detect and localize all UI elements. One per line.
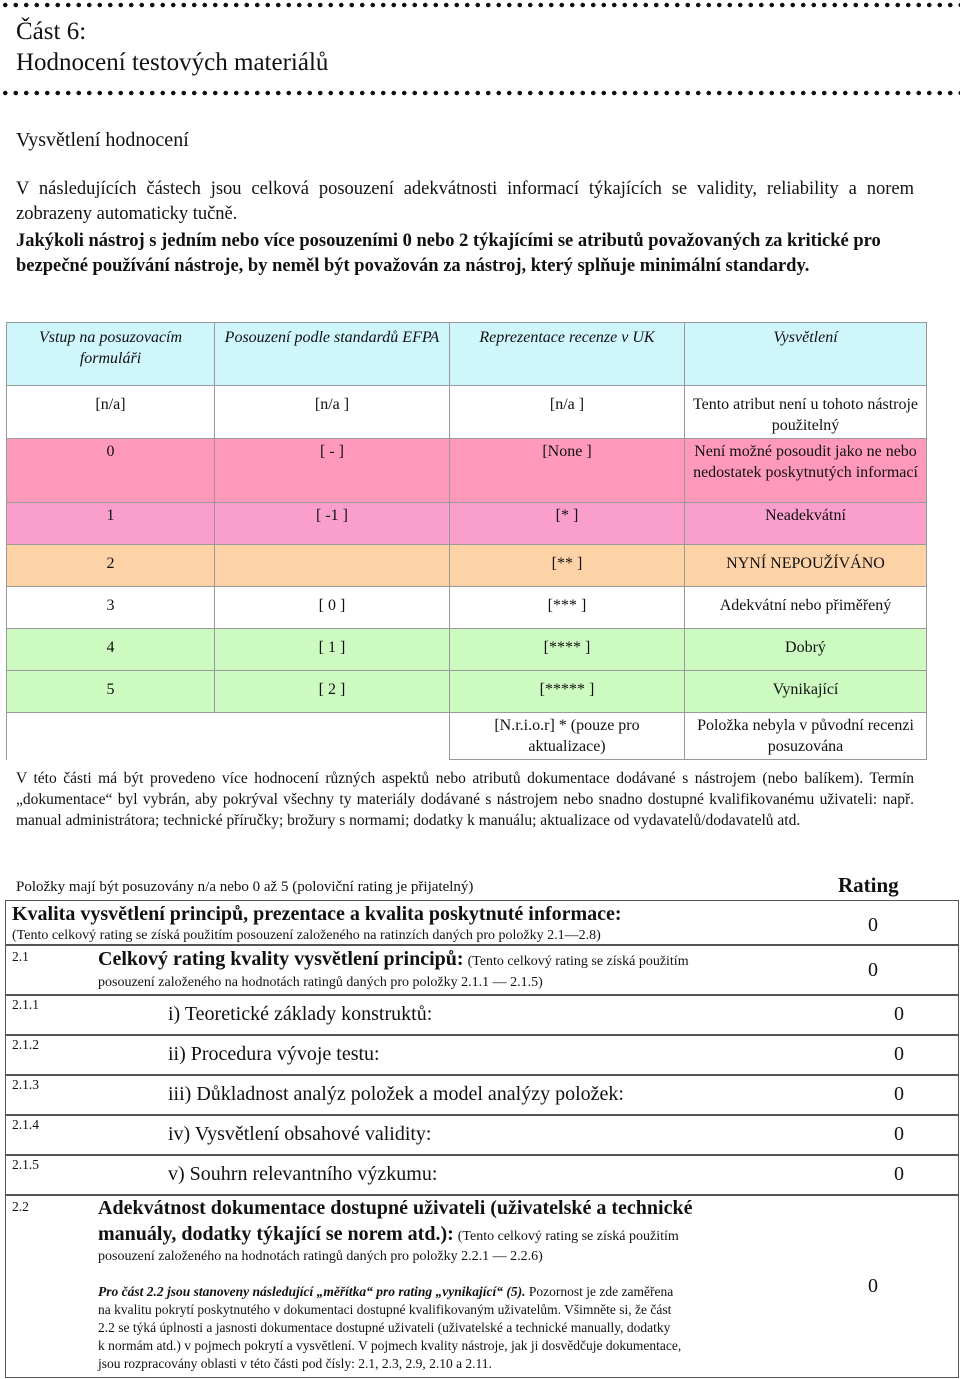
sub-item-label: ii) Procedura vývoje testu: [168,1043,380,1065]
table-cell [7,713,215,760]
table-cell: Dobrý [685,629,927,671]
bottom-dotted-rule [0,88,960,98]
table-cell: Tento atribut není u tohoto nástroje použitelný [685,386,927,439]
sub-item-row [5,994,959,1036]
rating-intro: Položky mají být posuzovány n/a nebo 0 až 5 (poloviční rating je přijatelný) [16,879,474,895]
table-row [7,503,927,545]
item-number: 2.1.4 [12,1117,39,1132]
table-row [7,439,927,503]
table-cell: [n/a] [7,386,215,439]
sub-item-row [5,1114,959,1156]
item-2-1-section [5,944,959,996]
table-cell: [ 0 ] [215,587,450,629]
item-number: 2.1.2 [12,1037,39,1052]
item-number: 2.1.1 [12,997,39,1012]
table-row [7,545,927,587]
item-number: 2.2 [12,1199,29,1214]
item-2-1-title: Celkový rating kvality vysvětlení principů: [98,948,464,970]
quality-subtitle: (Tento celkový rating se získá použitím posouzení založeného na ratinzích daných pro položky 2.1—2.8) [12,928,601,943]
rating-column-label: Rating [838,873,899,897]
table-cell: 0 [7,439,215,503]
item-2-2-rating-value: 0 [868,1275,878,1297]
item-2-2-body3: 2.2 se týká úplnosti a jasnosti dokumentace dostupné uživateli (uživatelské a technické manually, dodatky [98,1320,671,1335]
legend-header: Vysvětlení [685,323,927,386]
table-cell: NYNÍ NEPOUŽÍVÁNO [685,545,927,587]
item-2-2-section [5,1194,959,1378]
table-cell: [ 1 ] [215,629,450,671]
legend-header: Posouzení podle standardů EFPA [215,323,450,386]
item-2-1-note-b: posouzení založeného na hodnotách ratingů daných pro položky 2.1.1 — 2.1.5) [98,975,543,990]
legend-header: Reprezentace recenze v UK [450,323,685,386]
sub-item-label: i) Teoretické základy konstruktů: [168,1003,433,1025]
table-row [7,386,927,439]
sub-item-label: iv) Vysvětlení obsahové validity: [168,1123,432,1145]
table-row [7,587,927,629]
table-cell [215,713,450,760]
table-cell: Není možné posoudit jako ne nebo nedostatek poskytnutých informací [685,439,927,503]
item-number: 2.1 [12,949,29,964]
page-title: Hodnocení testových materiálů [16,49,329,76]
sub-item-row [5,1154,959,1196]
documentation-note: V této části má být provedeno více hodnocení různých aspektů nebo atributů dokumentace dodávané s nástrojem (nebo balíkem). Termín „dokumentace“ byl vybrán, aby pokrýval všechny ty materiály dodávané s nástrojem nebo snadno dostupné kvalifikovanému uživateli: např. manual administrátora; technické příručky; brožury s normami; dodatky k manuálu; aktualizace od vydavatelů/dodavatelů atd. [16,770,914,829]
sub-item-rating-value: 0 [894,1163,904,1185]
table-cell: [ -1 ] [215,503,450,545]
explanation-heading: Vysvětlení hodnocení [16,129,189,151]
table-cell: [ - ] [215,439,450,503]
quality-rating-value: 0 [868,914,878,936]
table-cell: [N.r.i.o.r] * (pouze pro aktualizace) [450,713,685,760]
table-cell: 1 [7,503,215,545]
table-cell: [*** ] [450,587,685,629]
sub-item-rating-value: 0 [894,1083,904,1105]
quality-section [5,900,959,946]
table-cell: Vynikající [685,671,927,713]
table-cell: [***** ] [450,671,685,713]
item-2-2-note-a: (Tento celkový rating se získá použitím [457,1229,679,1244]
table-row [7,629,927,671]
sub-item-label: v) Souhrn relevantního výzkumu: [168,1163,438,1185]
item-2-2-guidance [98,1283,858,1373]
table-row [7,713,927,760]
explanation-para: V následujících částech jsou celková posouzení adekvátnosti informací týkajících se validity, reliability a norem zobrazeny automaticky tučně. [16,179,914,224]
part-label: Část 6: [16,18,87,45]
table-cell: [* ] [450,503,685,545]
sub-item-rating-value: 0 [894,1043,904,1065]
table-cell: 2 [7,545,215,587]
item-number: 2.1.3 [12,1077,39,1092]
item-2-2-body1: Pozornost je zde zaměřena [528,1284,674,1299]
table-cell: 3 [7,587,215,629]
table-cell [215,545,450,587]
item-2-2-guidance-line [98,1283,858,1301]
table-cell: Neadekvátní [685,503,927,545]
item-2-2-title-line2: manuály, dodatky týkající se norem atd.): [98,1223,454,1245]
table-cell: [n/a ] [215,386,450,439]
item-number: 2.1.5 [12,1157,39,1172]
item-2-2-body2: na kvalitu pokrytí poskytnutého v dokumentaci dostupné kvalifikovaným uživatelům. Všimněte si, že část [98,1302,672,1317]
top-dotted-rule [0,0,960,10]
legend-header: Vstup na posuzovacím formuláři [7,323,215,386]
sub-item-row [5,1074,959,1116]
item-2-2-note-b: posouzení založeného na hodnotách ratingů daných pro položky 2.2.1 — 2.2.6) [98,1249,543,1264]
table-row [7,671,927,713]
item-2-2-italic: Pro část 2.2 jsou stanoveny následující „měřítka“ pro rating „vynikající“ (5). [98,1284,526,1299]
sub-item-rating-value: 0 [894,1003,904,1025]
table-cell: 5 [7,671,215,713]
item-2-1-heading [98,948,828,971]
table-cell: [** ] [450,545,685,587]
sub-item-rating-value: 0 [894,1123,904,1145]
table-cell: Adekvátní nebo přiměřený [685,587,927,629]
critical-warning: Jakýkoli nástroj s jedním nebo více posouzeními 0 nebo 2 týkajícími se atributů považovaných za kritické pro bezpečné používání nástroje, by neměl být považován za nástroj, který splňuje minimální standardy. [16,231,881,276]
item-2-2-title-line1: Adekvátnost dokumentace dostupné uživateli (uživatelské a technické [98,1197,693,1219]
table-cell: [n/a ] [450,386,685,439]
item-2-1-rating-value: 0 [868,959,878,981]
rating-legend-table [6,322,927,760]
item-2-1-note-a: (Tento celkový rating se získá použitím [467,954,689,969]
quality-title: Kvalita vysvětlení principů, prezentace a kvalita poskytnuté informace: [12,903,622,925]
sub-item-label: iii) Důkladnost analýz položek a model analýzy položek: [168,1083,624,1105]
table-cell: Položka nebyla v původní recenzi posuzována [685,713,927,760]
item-2-2-body4: k normám atd.) v pojmech pokrytí a vysvětlení. V pojmech kvality nástroje, jak ji dosvědčuje dokumentace, [98,1338,682,1353]
item-2-2-heading [98,1223,679,1246]
legend-header-row [7,323,927,386]
sub-item-row [5,1034,959,1076]
table-cell: [None ] [450,439,685,503]
table-cell: [ 2 ] [215,671,450,713]
table-cell: [**** ] [450,629,685,671]
item-2-2-body5: jsou rozpracovány oblasti v této části pod čísly: 2.1, 2.3, 2.9, 2.10 a 2.11. [98,1356,492,1371]
table-cell: 4 [7,629,215,671]
